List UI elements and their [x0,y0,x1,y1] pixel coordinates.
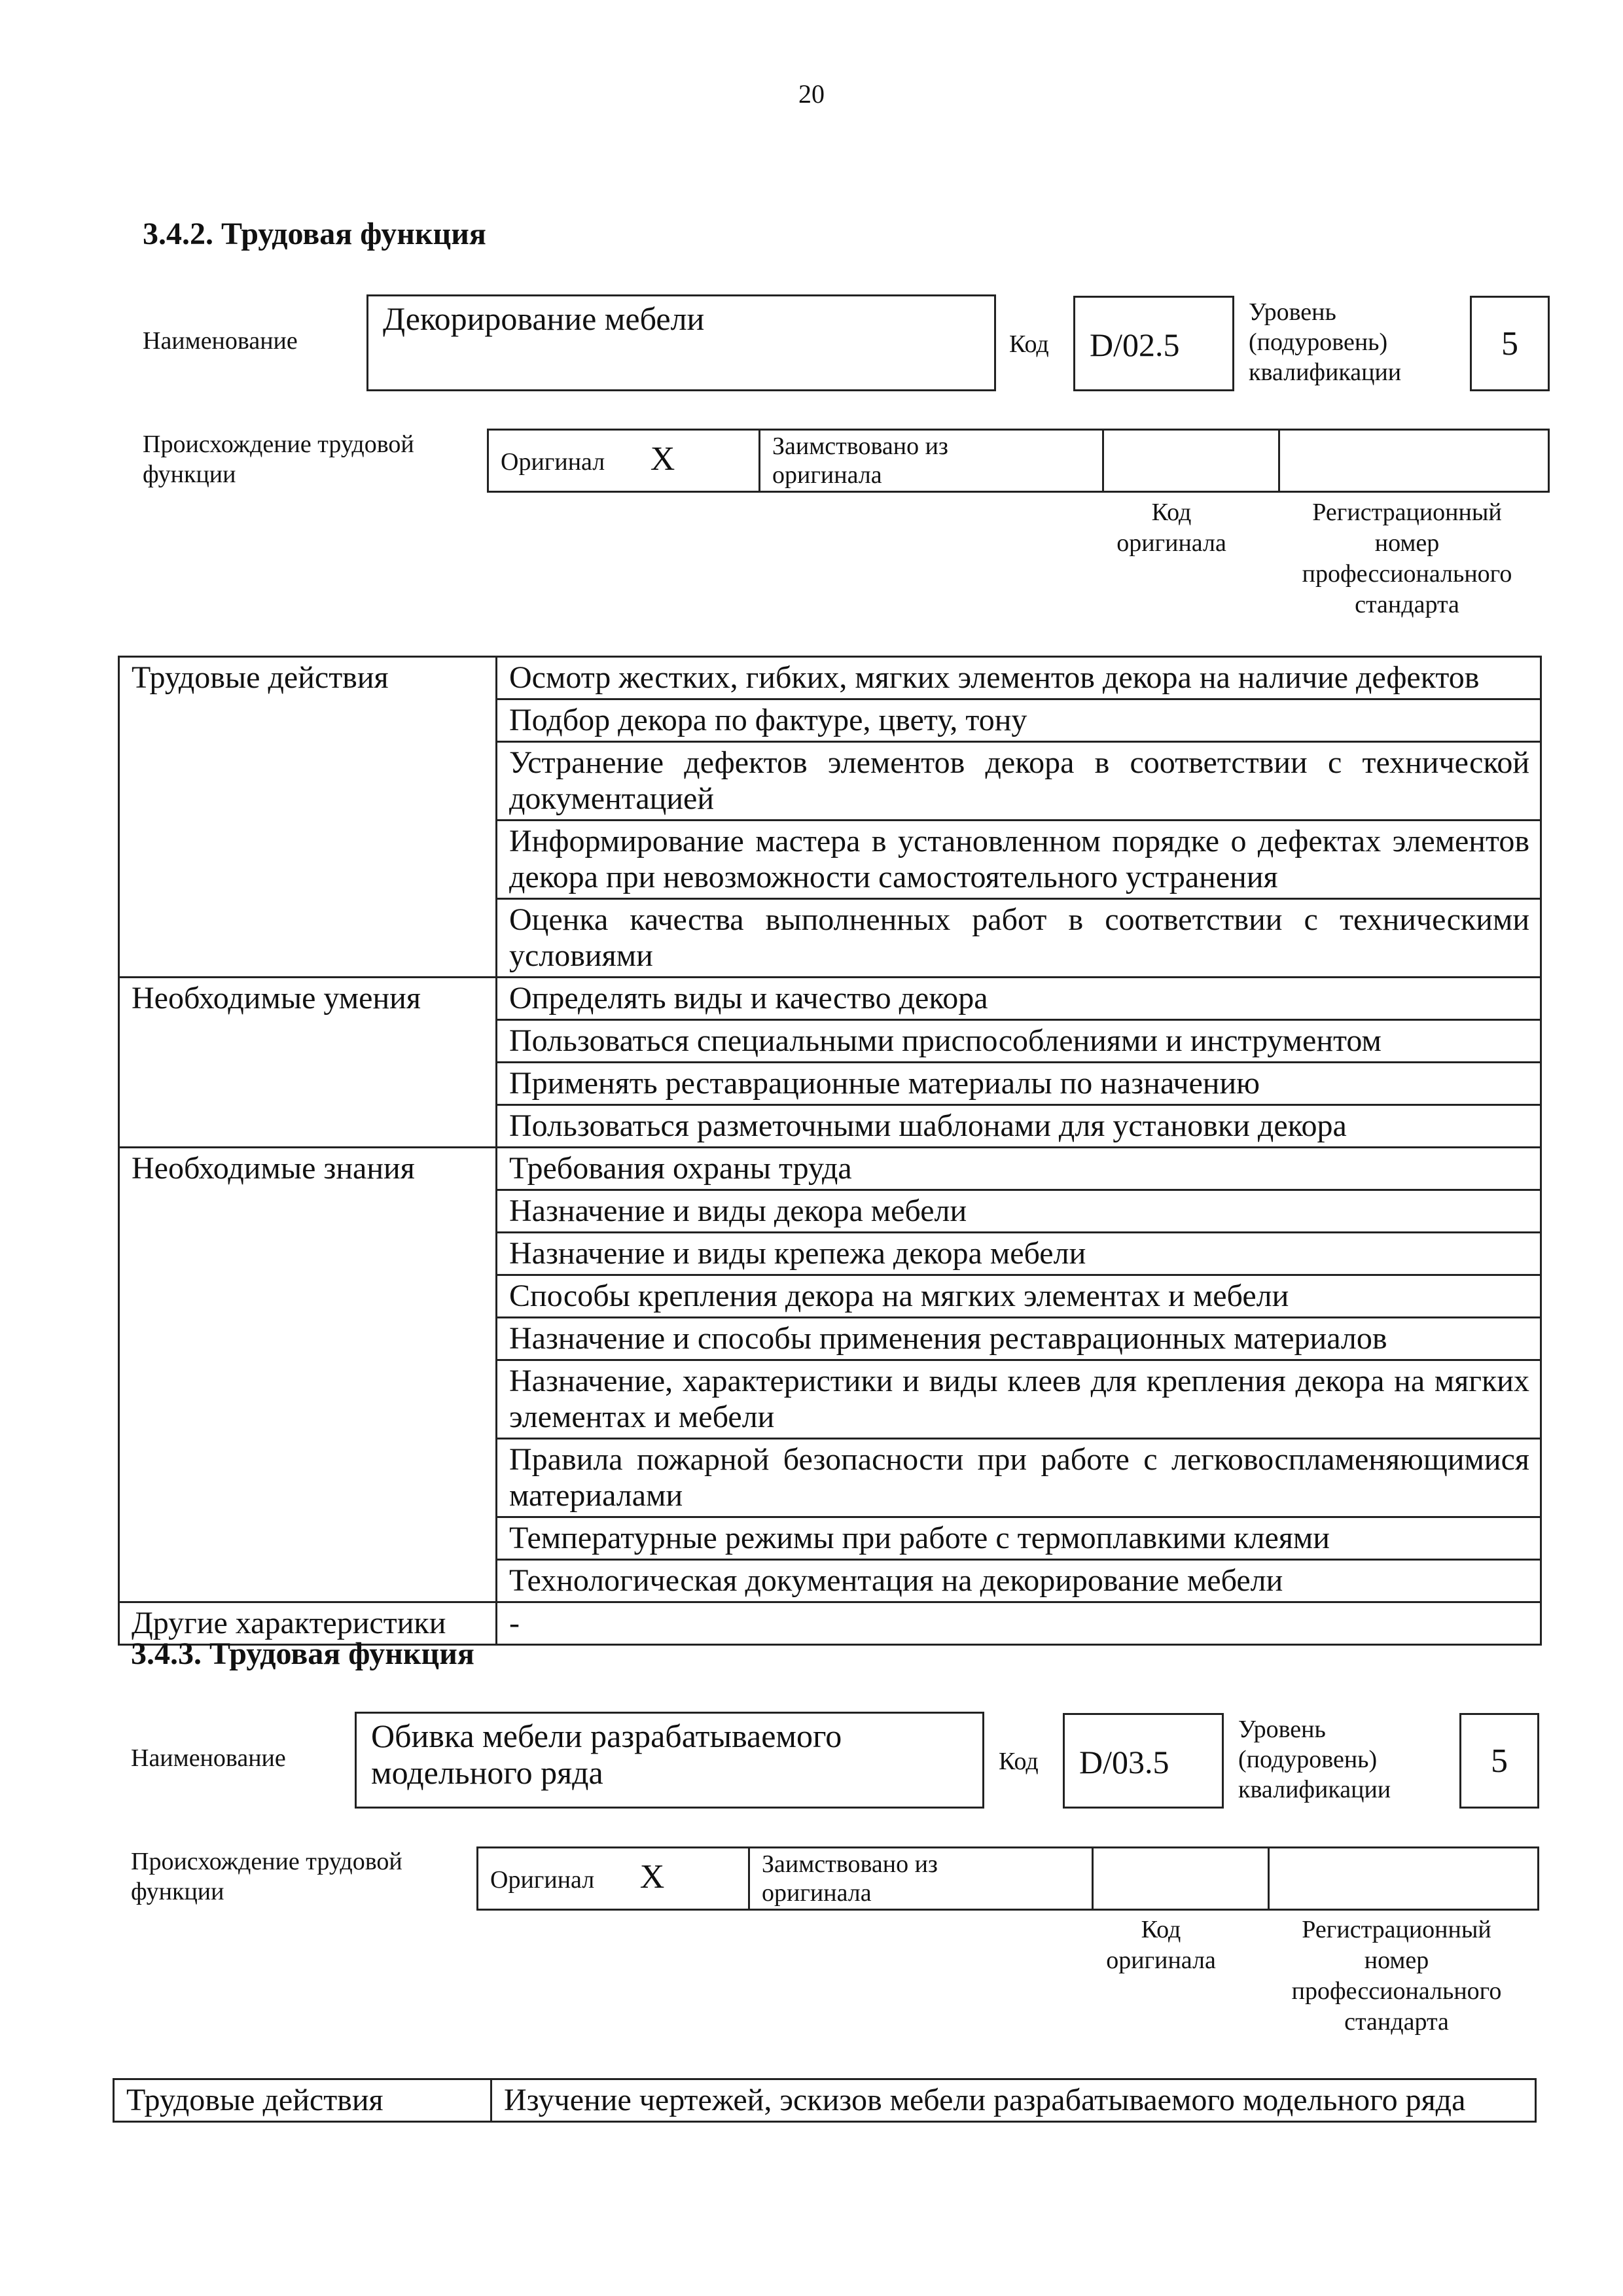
item-cell: Температурные режимы при работе с термоплавкими клеями [497,1517,1541,1560]
origin-original-cell [488,430,760,492]
level-value: 5 [1491,1742,1508,1780]
item-cell: Требования охраны труда [497,1148,1541,1190]
level-label [1249,297,1401,387]
category-cell: Трудовые действия [119,657,497,978]
level-value: 5 [1501,325,1518,362]
item-cell: Осмотр жестких, гибких, мягких элементов декора на наличие дефектов [497,657,1541,699]
origin-original-label: Оригинал [501,448,605,476]
origin-mark: X [639,1858,665,1896]
item-cell: Правила пожарной безопасности при работе с легковоспламеняющимися материалами [497,1439,1541,1517]
level-label-line: квалификации [1249,359,1402,386]
level-label-line: (подуровень) [1249,328,1388,356]
level-box [1470,296,1550,391]
origin-table [476,1846,1539,1911]
code-value: D/02.5 [1090,327,1180,363]
origin-borrowed-cell [760,430,1103,492]
level-label-line: квалификации [1238,1776,1391,1803]
reg-number-label [1257,497,1558,620]
item-cell: Информирование мастера в установленном порядке о дефектах элементов декора при невозможности самостоятельного устранения [497,821,1541,899]
code-original-label [1073,497,1270,559]
item-cell: Пользоваться специальными приспособлениями и инструментом [497,1020,1541,1063]
origin-label-line: функции [131,1878,224,1905]
item-cell: Назначение и способы применения реставрационных материалов [497,1318,1541,1360]
item-cell: Пользоваться разметочными шаблонами для установки декора [497,1105,1541,1148]
item-cell: Назначение и виды декора мебели [497,1190,1541,1233]
item-cell: - [497,1602,1541,1645]
origin-borrowed-line: Заимствовано из [772,433,948,460]
category-cell: Необходимые умения [119,978,497,1148]
reg-number-line: стандарта [1355,591,1459,618]
name-label: Наименование [143,327,298,355]
code-original-line: оригинала [1116,529,1226,557]
table-row [119,657,1541,699]
code-original-line: Код [1141,1916,1181,1943]
item-cell: Подбор декора по фактуре, цвету, тону [497,699,1541,742]
table-row [119,978,1541,1020]
level-label [1238,1714,1391,1805]
item-cell: Определять виды и качество декора [497,978,1541,1020]
item-cell: Назначение и виды крепежа декора мебели [497,1233,1541,1275]
code-original-cell [1103,430,1279,492]
origin-label-line: Происхождение трудовой [143,431,414,458]
origin-borrowed-line: оригинала [772,461,882,489]
functions-table [118,656,1542,1646]
reg-number-line: Регистрационный [1312,499,1502,526]
function-name-line: Обивка мебели разрабатываемого [371,1718,842,1754]
code-value: D/03.5 [1079,1744,1169,1780]
origin-borrowed-line: оригинала [762,1879,872,1907]
reg-number-line: профессионального [1291,1977,1502,2005]
code-box [1073,296,1234,391]
item-cell: Применять реставрационные материалы по назначению [497,1063,1541,1105]
origin-mark: X [650,440,675,478]
origin-table [487,429,1550,493]
code-original-label [1063,1915,1259,1976]
table-row [119,1148,1541,1190]
item-cell: Устранение дефектов элементов декора в соответствии с технической документацией [497,742,1541,821]
origin-label [143,429,414,489]
reg-number-cell [1279,430,1549,492]
reg-number-label [1246,1915,1547,2038]
category-cell: Необходимые знания [119,1148,497,1602]
level-label-line: (подуровень) [1238,1746,1378,1773]
reg-number-cell [1269,1848,1539,1910]
item-cell: Назначение, характеристики и виды клеев для крепления декора на мягких элементах и мебели [497,1360,1541,1439]
section-title: 3.4.3. Трудовая функция [131,1636,474,1671]
functions-table [113,2078,1537,2123]
reg-number-line: стандарта [1344,2008,1449,2036]
level-label-line: Уровень [1238,1716,1326,1743]
level-box [1459,1713,1539,1809]
section-title: 3.4.2. Трудовая функция [143,217,486,251]
code-original-line: Код [1151,499,1192,526]
code-original-line: оригинала [1106,1947,1216,1974]
function-name-box [366,294,996,391]
page-number: 20 [798,79,825,109]
function-name-line: модельного ряда [371,1754,603,1791]
origin-original-label: Оригинал [490,1866,595,1894]
level-label-line: Уровень [1249,298,1336,326]
reg-number-line: номер [1374,529,1440,557]
code-original-cell [1093,1848,1269,1910]
category-cell: Трудовые действия [114,2079,491,2122]
reg-number-line: Регистрационный [1302,1916,1491,1943]
origin-label-line: Происхождение трудовой [131,1848,402,1875]
item-cell: Оценка качества выполненных работ в соответствии с техническими условиями [497,899,1541,978]
table-row [114,2079,1536,2122]
origin-borrowed-line: Заимствовано из [762,1850,938,1878]
function-name-line: Декорирование мебели [383,300,705,337]
origin-label [131,1846,402,1907]
category-cell: Другие характеристики [119,1602,497,1645]
code-box [1063,1713,1224,1809]
origin-label-line: функции [143,461,236,488]
reg-number-line: номер [1364,1947,1429,1974]
function-name-box [355,1712,984,1809]
item-cell: Изучение чертежей, эскизов мебели разрабатываемого модельного ряда [491,2079,1536,2122]
origin-original-cell [478,1848,749,1910]
code-label: Код [999,1748,1039,1775]
reg-number-line: профессионального [1302,560,1512,588]
code-label: Код [1009,330,1049,358]
name-label: Наименование [131,1744,286,1772]
item-cell: Технологическая документация на декорирование мебели [497,1560,1541,1602]
item-cell: Способы крепления декора на мягких элементах и мебели [497,1275,1541,1318]
origin-borrowed-cell [749,1848,1093,1910]
